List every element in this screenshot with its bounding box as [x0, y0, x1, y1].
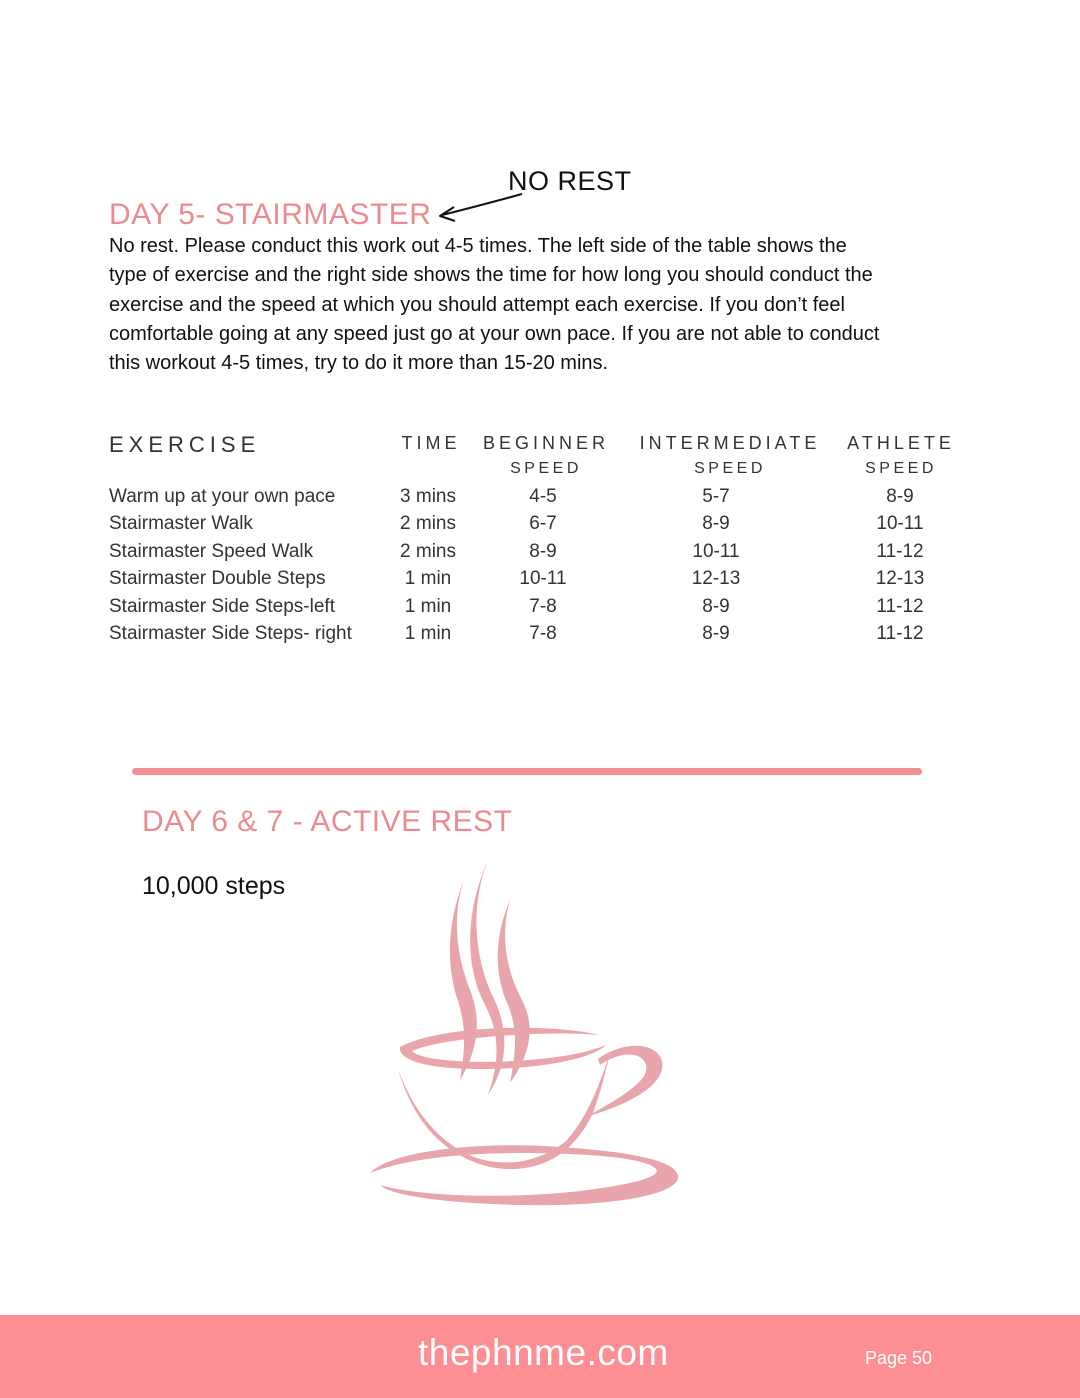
cell-beginner: 10-11 — [519, 568, 567, 590]
header-athlete-label: ATHLETE — [847, 433, 955, 453]
cell-athlete: 12-13 — [875, 568, 925, 590]
day5-title: DAY 5- STAIRMASTER — [109, 198, 432, 231]
cell-athlete: 8-9 — [886, 486, 914, 507]
cell-beginner: 8-9 — [529, 540, 557, 562]
table-row — [0, 623, 1080, 650]
cell-intermediate: 12-13 — [691, 568, 741, 590]
cell-time: 1 min — [404, 622, 452, 644]
table-row — [0, 541, 1080, 568]
cell-exercise: Warm up at your own pace — [109, 486, 336, 507]
header-intermediate-label: INTERMEDIATE — [639, 433, 821, 453]
header-athlete-speed: SPEED — [865, 460, 937, 477]
header-intermediate-speed: SPEED — [694, 460, 766, 477]
cell-time: 2 mins — [400, 513, 456, 535]
cell-time: 3 mins — [400, 486, 456, 507]
cell-beginner: 7-8 — [529, 595, 557, 617]
cell-athlete: 10-11 — [876, 513, 924, 535]
cell-intermediate: 5-7 — [702, 486, 730, 507]
cell-intermediate: 8-9 — [702, 622, 730, 644]
cell-athlete: 11-12 — [876, 595, 924, 617]
cell-exercise: Stairmaster Side Steps- right — [109, 622, 352, 644]
cell-time: 1 min — [404, 595, 452, 617]
cell-beginner: 6-7 — [529, 513, 557, 535]
header-time-label: TIME — [401, 433, 461, 453]
cell-time: 2 mins — [400, 540, 456, 562]
header-beginner — [476, 430, 616, 482]
cell-athlete: 11-12 — [876, 622, 924, 644]
annotation-label: NO REST — [508, 166, 632, 196]
header-intermediate — [630, 430, 830, 482]
cell-intermediate: 8-9 — [702, 513, 730, 535]
steps-text: 10,000 steps — [142, 872, 286, 900]
header-time — [396, 430, 466, 456]
table-body — [0, 486, 1080, 650]
table-row — [0, 513, 1080, 540]
header-beginner-speed: SPEED — [510, 460, 582, 477]
cell-athlete: 11-12 — [876, 540, 924, 562]
header-beginner-label: BEGINNER — [482, 433, 610, 453]
cell-time: 1 min — [404, 568, 452, 590]
table-row — [0, 596, 1080, 623]
header-athlete — [840, 430, 962, 482]
cell-beginner: 7-8 — [529, 622, 557, 644]
cell-exercise: Stairmaster Walk — [109, 513, 253, 535]
cell-intermediate: 8-9 — [702, 595, 730, 617]
cell-exercise: Stairmaster Side Steps-left — [109, 595, 335, 617]
table-row — [0, 568, 1080, 595]
footer-bar — [0, 1315, 1080, 1398]
cell-intermediate: 10-11 — [692, 540, 740, 562]
section-divider — [132, 768, 922, 775]
cell-beginner: 4-5 — [529, 486, 557, 507]
table-row — [0, 486, 1080, 513]
arrow-icon — [430, 186, 530, 226]
site-link[interactable]: thephnme.com — [418, 1332, 669, 1373]
cell-exercise: Stairmaster Double Steps — [109, 568, 326, 590]
cell-exercise: Stairmaster Speed Walk — [109, 540, 314, 562]
coffee-cup-icon — [360, 855, 690, 1215]
day67-title: DAY 6 & 7 - ACTIVE REST — [142, 805, 513, 838]
day5-intro: No rest. Please conduct this work out 4-5 times. The left side of the table shows the type of exercise and the right side shows the time for how long you should conduct the exercise and the speed at which you should attempt each exercise. If you don’t feel comfortable going at any speed just go at your own pace. If you are not able to conduct this workout 4-5 times, try to do it more than 15-20 mins. — [109, 235, 880, 375]
header-exercise: EXERCISE — [109, 432, 261, 457]
page-number: Page 50 — [865, 1348, 933, 1368]
